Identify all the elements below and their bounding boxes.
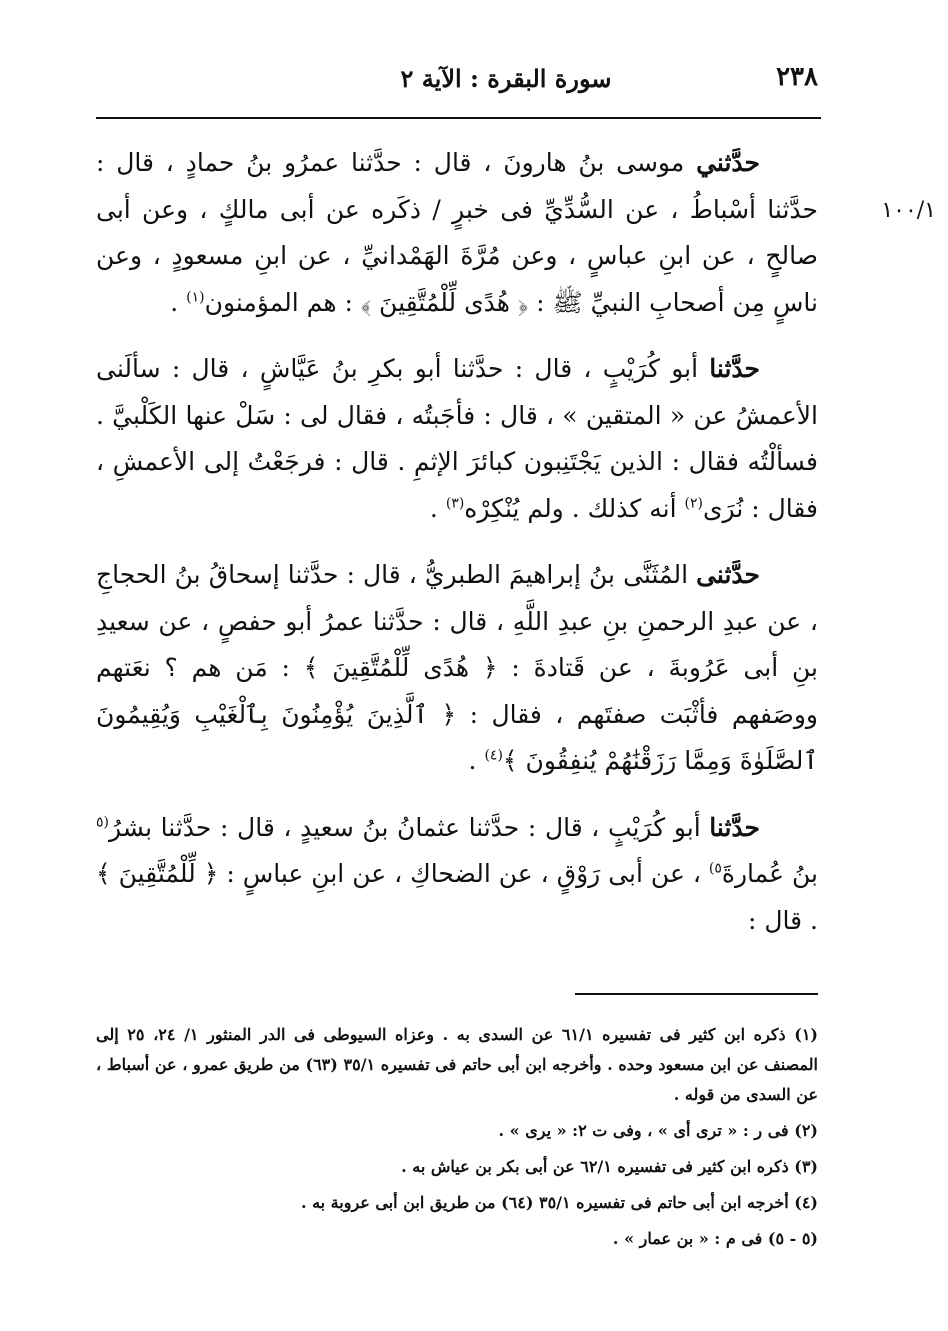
footnote-1: (١) ذكره ابن كثير فى تفسيره ٦١/١ عن السدى به . وعزاه السيوطى فى الدر المنثور ١/ ٢٤، ٢٥ إلى المصنف عن ابن مسعود وحده . وأخرجه ابن أبى حاتم فى تفسيره ٣٥/١ (٦٣) من طريق عمرو ، عن أسباط ، عن السدى من قوله .: [96, 1025, 819, 1104]
paragraph-1: [96, 140, 818, 326]
paragraph-4: [96, 805, 818, 945]
paragraph-lead: حدَّثنى: [696, 560, 760, 589]
footnote-marker: ٥): [708, 860, 722, 877]
footnote-marker: (٥: [96, 814, 109, 831]
paragraph-text: موسى بنُ هارونَ ، قال : حدَّثنا عمرُو بنُ حمادٍ ، قال : حدَّثنا أسْباطُ ، عن السُّدِّيِّ فى خبرٍ / ذكَره عن أبى مالكٍ ، وعن أبى صالحٍ ، عن ابنِ عباسٍ ، وعن مُرَّةَ الهَمْدانيِّ ، عن ابنِ مسعودٍ ، وعن ناسٍ مِن أصحابِ النبيِّ ﷺ : ﴿ هُدًى لِّلْمُتَّقِينَ ﴾ : هم المؤمنون: [96, 148, 818, 317]
main-text: [96, 140, 818, 964]
footnote-5: (٥ - ٥) فى م : « بن عمار » .: [612, 1229, 818, 1248]
footnote-marker: (٣): [445, 495, 465, 512]
paragraph-end: .: [429, 493, 446, 523]
margin-reference: ١٠٠/١: [881, 198, 936, 223]
footnote-2: (٢) فى ر : « ترى أى » ، وفى ت ٢: « يرى » .: [498, 1121, 818, 1140]
paragraph-lead: حدَّثني: [696, 148, 760, 177]
paragraph-text-continued: بنُ عُمارةَ: [721, 859, 819, 888]
footnote-4: (٤) أخرجه ابن أبى حاتم فى تفسيره ٣٥/١ (٦٤) من طريق ابن أبى عروبة به .: [300, 1193, 818, 1212]
paragraph-text: أبو كُرَيْبٍ ، قال : حدَّثنا أبو بكرِ بنُ عَيَّاشٍ ، قال : سألَنى الأعمشُ عن « المتقين » ، قال : فأجَبتُه ، فقال لى : سَلْ عنها الكَلْبيَّ . فسألْتُه فقال : الذين يَجْتَنِبون كبائرَ الإثمِ . قال : فرجَعْتُ إلى الأعمشِ ، فقال : نُرَى: [96, 354, 818, 523]
page-number: ٢٣٨: [776, 62, 818, 92]
page-header: [96, 62, 818, 102]
footnote-marker: (٤): [484, 747, 503, 764]
paragraph-text: أبو كُرَيْبٍ ، قال : حدَّثنا عثمانُ بنُ سعيدٍ ، قال : حدَّثنا بشرُ: [109, 812, 710, 842]
footnote-marker: (٢): [684, 495, 703, 512]
footnote-3: (٣) ذكره ابن كثير فى تفسيره ٦٢/١ عن أبى بكر بن عياش به .: [401, 1157, 818, 1176]
paragraph-end: .: [170, 287, 187, 317]
paragraph-3: [96, 552, 818, 785]
footnote-marker: (١): [186, 289, 205, 306]
header-rule: [96, 117, 821, 119]
paragraph-end: ، عن أبى رَوْقٍ ، عن الضحاكِ ، عن ابنِ عباسٍ : ﴿ لِّلْمُتَّقِينَ ﴾ . قال :: [96, 859, 818, 935]
footnotes: [96, 1020, 818, 1260]
paragraph-text-continued: أنه كذلك . ولم يُنْكِرْه: [464, 493, 685, 523]
paragraph-2: [96, 346, 818, 532]
running-title: سورة البقرة : الآية ٢: [400, 64, 612, 93]
footnote-rule: [575, 993, 818, 995]
paragraph-end: .: [468, 746, 485, 775]
paragraph-lead: حدَّثنا: [709, 812, 760, 842]
paragraph-lead: حدَّثنا: [709, 354, 760, 383]
paragraph-text: المُثَنَّى بنُ إبراهيمَ الطبريُّ ، قال : حدَّثنا إسحاقُ بنُ الحجاجِ ، عن عبدِ الرحمنِ بنِ عبدِ اللَّهِ ، قال : حدَّثنا عمرُ أبو حفصٍ ، عن سعيدِ بنِ أبى عَرُوبةَ ، عن قَتادةَ : ﴿ هُدًى لِّلْمُتَّقِينَ ﴾ : مَن هم ؟ نعَتهم ووصَفهم فأثْبَت صفتَهم ، فقال : ﴿ ٱلَّذِينَ يُؤْمِنُونَ بِٱلْغَيْبِ وَيُقِيمُونَ ٱلصَّلَوٰةَ وَمِمَّا رَزَقْنَٰهُمْ يُنفِقُونَ ﴾: [96, 560, 818, 775]
